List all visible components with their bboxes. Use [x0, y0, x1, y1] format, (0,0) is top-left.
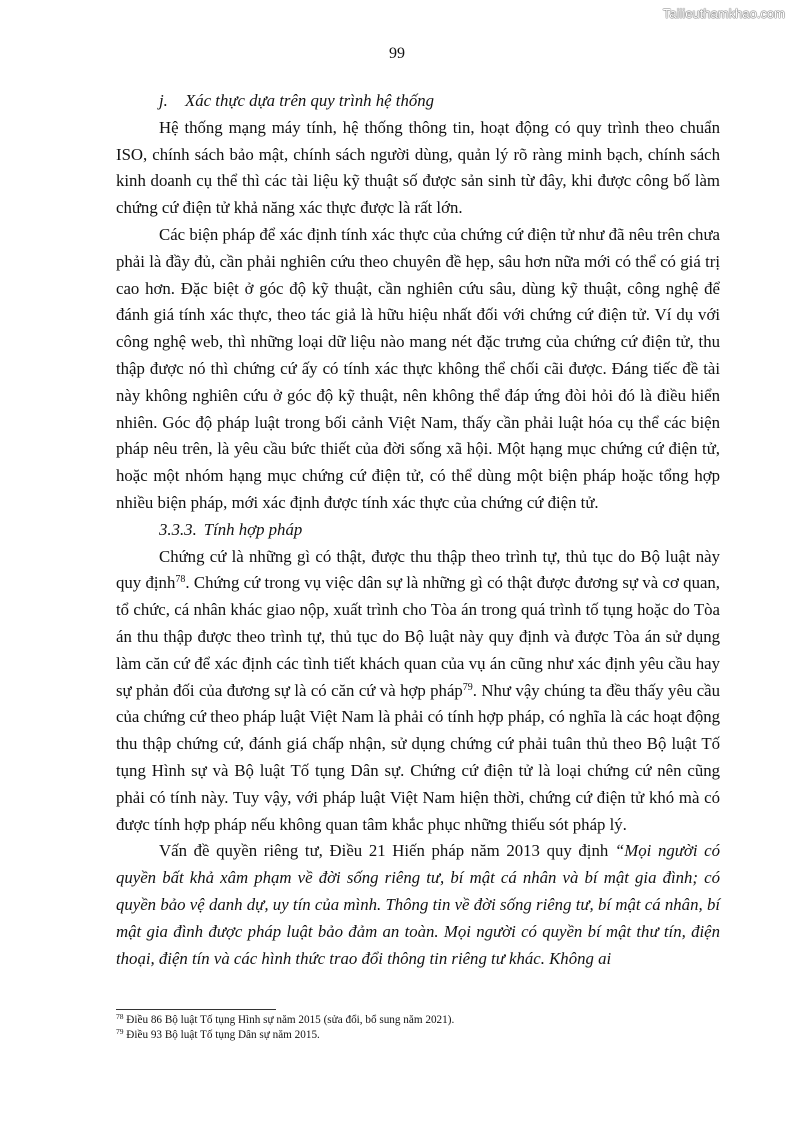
footnote-separator: [116, 1009, 276, 1010]
section-333-title: Tính hợp pháp: [203, 519, 303, 539]
constitution-quote: “Mọi người có quyền bất khả xâm phạm về đời sống riêng tư, bí mật cá nhân và bí mật gia đình; có quyền bảo vệ danh dự, uy tín của mình. Thông tin về đời sống riêng tư, bí mật cá nhân, bí mật gia đình được pháp luật bảo đảm an toàn. Mọi người có quyền bí mật thư tín, điện thoại, điện tín và các hình thức trao đổi thông tin riêng tư khác. Không ai: [116, 841, 720, 968]
section-333-heading: [116, 517, 720, 544]
paragraph-3-part-1: Chứng cứ là những gì có thật, được thu thập theo trình tự, thủ tục do Bộ luật này quy định: [116, 546, 720, 593]
watermark: Tailieuthamkhao.com: [662, 6, 785, 21]
paragraph-3: [116, 544, 720, 839]
footnote-78: [116, 1013, 720, 1028]
paragraph-4-intro: Vấn đề quyền riêng tư, Điều 21 Hiến pháp năm 2013 quy định: [159, 841, 615, 861]
footnote-78-text: Điều 86 Bộ luật Tố tụng Hình sự năm 2015 (sửa đổi, bổ sung năm 2021).: [126, 1014, 455, 1026]
section-j-label: j.: [159, 91, 168, 110]
section-j-heading: [116, 88, 720, 115]
section-333-label: 3.3.3.: [159, 519, 197, 539]
paragraph-3-part-2: . Chứng cứ trong vụ việc dân sự là những gì có thật được đương sự và cơ quan, tổ chức, cá nhân khác giao nộp, xuất trình cho Tòa án trong quá trình tố tụng hoặc do Tòa án thu thập được theo trình tự, thủ tục do Bộ luật này quy định và được Tòa án sử dụng làm căn cứ để xác định các tình tiết khách quan của vụ án cũng như xác định yêu cầu hay sự phản đối của đương sự là có căn cứ và hợp pháp: [116, 573, 720, 700]
paragraph-3-part-3: . Như vậy chúng ta đều thấy yêu cầu của chứng cứ theo pháp luật Việt Nam là phải có tính hợp pháp, có nghĩa là các hoạt động thu thập chứng cứ, đánh giá chấp nhận, sử dụng chứng cứ phải tuân thủ theo Bộ luật Tố tụng Hình sự và Bộ luật Tố tụng Dân sự. Chứng cứ điện tử là loại chứng cứ nên cũng phải có tính này. Tuy vậy, với pháp luật Việt Nam hiện thời, chứng cứ điện tử khó mà có được tính hợp pháp nếu không quan tâm khắc phục những thiếu sót pháp lý.: [116, 680, 720, 834]
paragraph-4: [116, 838, 720, 972]
footnote-79: [116, 1028, 720, 1043]
body-text: [116, 88, 720, 972]
footnote-79-text: Điều 93 Bộ luật Tố tụng Dân sự năm 2015.: [126, 1029, 320, 1041]
footnote-ref-79[interactable]: 79: [462, 681, 473, 693]
footnote-78-number: 78: [116, 1012, 124, 1021]
footnotes: [116, 1013, 720, 1043]
paragraph-2: Các biện pháp để xác định tính xác thực của chứng cứ điện tử như đã nêu trên chưa phải là đầy đủ, cần phải nghiên cứu theo chuyên đề hẹp, sâu hơn nữa mới có thể có giá trị cao hơn. Đặc biệt ở góc độ kỹ thuật, cần nghiên cứu sâu, dùng kỹ thuật, công nghệ để đánh giá tính xác thực, theo tác giả là hữu hiệu nhất đối với chứng cứ điện tử. Ví dụ với công nghệ web, thì những loại dữ liệu nào mang nét đặc trưng của chứng cứ điện tử, thu thập được nó thì chứng cứ ấy có tính xác thực không thể chối cãi được. Đáng tiếc đề tài này không nghiên cứu ở góc độ kỹ thuật, nên không thể đáp ứng đòi hỏi đó là điều hiển nhiên. Góc độ pháp luật trong bối cảnh Việt Nam, thấy cần phải luật hóa cụ thể các biện pháp nêu trên, là yêu cầu bức thiết của đời sống xã hội. Một hạng mục chứng cứ điện tử, hoặc một nhóm hạng mục chứng cứ điện tử, có thể dùng một biện pháp hoặc tổng hợp nhiều biện pháp, mới xác định được tính xác thực của chứng cứ điện tử.: [116, 224, 720, 512]
paragraph-1: Hệ thống mạng máy tính, hệ thống thông tin, hoạt động có quy trình theo chuẩn ISO, chính sách bảo mật, chính sách người dùng, quản lý rõ ràng minh bạch, chính sách kinh doanh cụ thể thì các tài liệu kỹ thuật số được sản sinh từ đây, khi được công bố làm chứng cứ điện tử khả năng xác thực được là rất lớn.: [116, 117, 720, 218]
page-number: 99: [389, 45, 405, 62]
footnote-79-number: 79: [116, 1027, 124, 1036]
section-j-title: Xác thực dựa trên quy trình hệ thống: [185, 91, 435, 110]
footnote-ref-78[interactable]: 78: [175, 574, 186, 586]
